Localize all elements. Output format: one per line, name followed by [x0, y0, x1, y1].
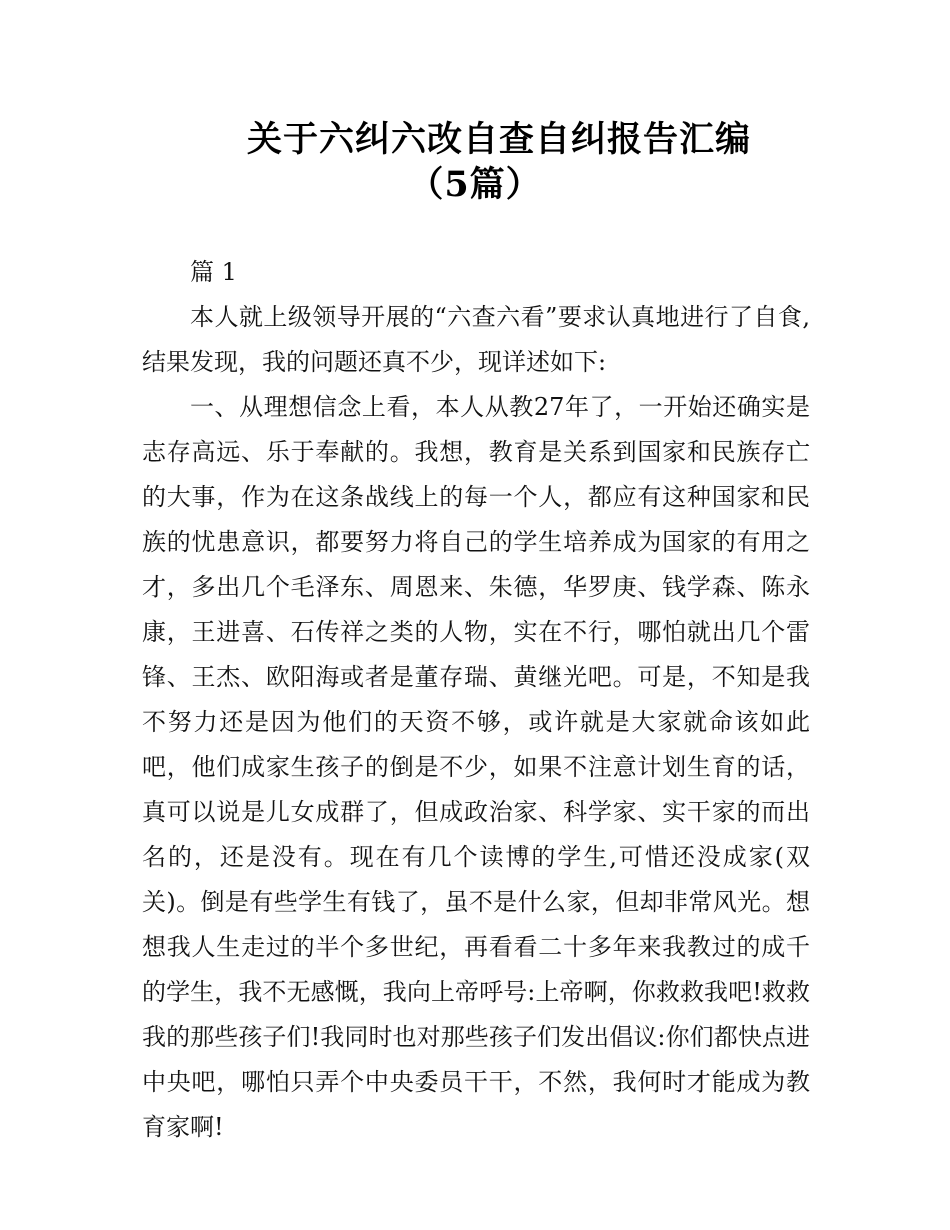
paragraph-intro: 本人就上级领导开展的“六查六看”要求认真地进行了自食,结果发现，我的问题还真不少，现详述如下: [142, 303, 810, 376]
document-title: 关于六纠六改自查自纠报告汇编 [246, 119, 751, 160]
paragraph-ideals: 一、从理想信念上看，本人从教27年了，一开始还确实是志存高远、乐于奉献的。我想，教育是关系到国家和民族存亡的大事，作为在这条战线上的每一个人，都应有这种国家和民族的忧患意识，都要努力将自己的学生培养成为国家的有用之才，多出几个毛泽东、周恩来、朱德，华罗庚、钱学森、陈永康，王进喜、石传祥之类的人物，实在不行，哪怕就出几个雷锋、王杰、欧阳海或者是董存瑞、黄继光吧。可是，不知是我不努力还是因为他们的天资不够，或许就是大家就命该如此吧，他们成家生孩子的倒是不少，如果不注意计划生育的话，真可以说是儿女成群了，但成政治家、科学家、实干家的而出名的，还是没有。现在有几个读博的学生,可惜还没成家(双关)。倒是有些学生有钱了，虽不是什么家，但却非常风光。想想我人生走过的半个多世纪，再看看二十多年来我教过的成千的学生，我不无感慨，我向上帝呼号:上帝啊，你救救我吧!救救我的那些孩子们!我同时也对那些孩子们发出倡议:你们都快点进中央吧，哪怕只弄个中央委员干干，不然，我何时才能成为教育家啊! [142, 393, 810, 1141]
section-label: 篇 1 [190, 258, 237, 286]
document-subtitle: （5篇） [408, 164, 542, 205]
document-body [142, 250, 810, 1150]
